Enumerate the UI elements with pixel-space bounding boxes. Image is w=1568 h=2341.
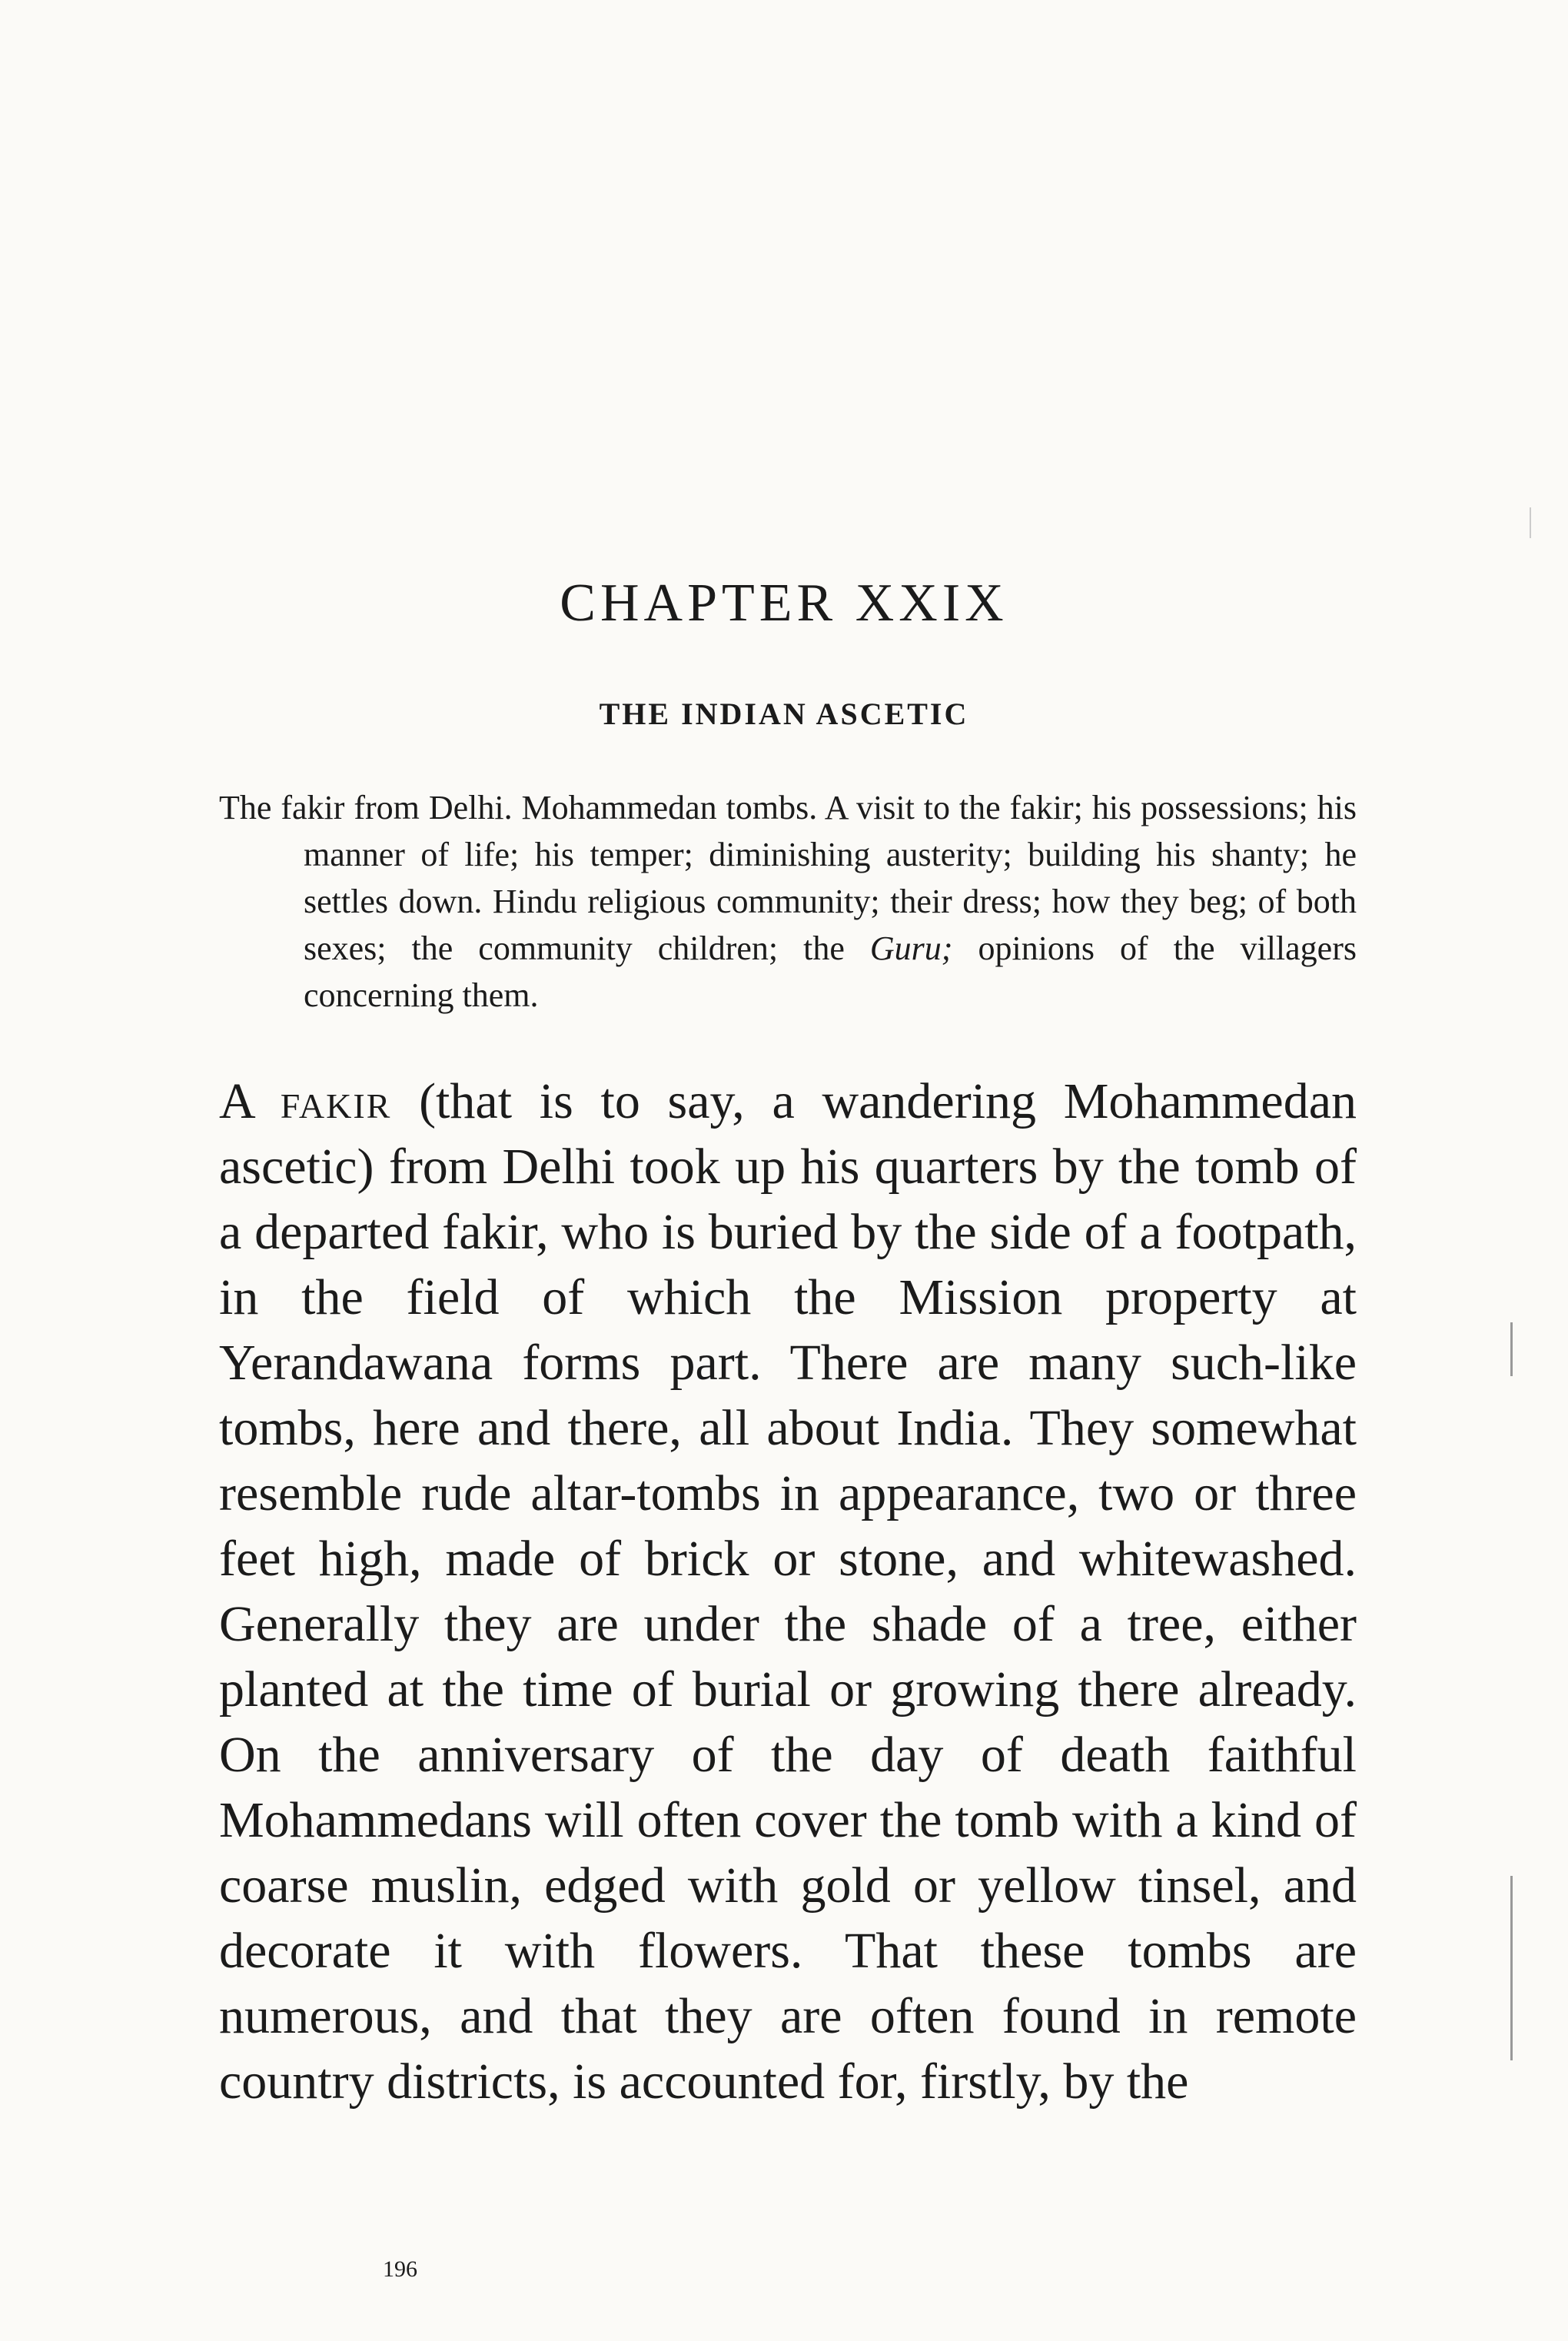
body-paragraph — [219, 1069, 1357, 2114]
chapter-title: CHAPTER XXIX — [560, 574, 1008, 633]
synopsis-text-part2: opinions of the villagers concerning them. — [304, 929, 1357, 1014]
synopsis-text-part1: The fakir from Delhi. Mohammedan tombs. A visit to the fakir; his possessions; his manner of life; his temper; diminishing austerity; building his shanty; he settles down. Hindu religious community; their dress; how they beg; of both sexes; the community children; the — [219, 789, 1357, 967]
page-number: 196 — [383, 2256, 417, 2282]
synopsis-italic-guru: Guru; — [869, 929, 953, 967]
margin-mark — [1510, 1322, 1513, 1376]
chapter-subtitle: THE INDIAN ASCETIC — [599, 697, 969, 731]
body-lead-small-caps: fakir — [280, 1073, 392, 1129]
chapter-synopsis — [219, 784, 1357, 1019]
margin-mark — [1510, 1876, 1513, 2060]
body-text: (that is to say, a wandering Mohammedan ascetic) from Delhi took up his quarters by the tomb of a departed fakir, who is buried by the side of a footpath, in the field of which the Mission property at Yerandawana forms part. There are many such-like tombs, here and there, all about India. They somewhat resemble rude altar-tombs in appearance, two or three feet high, made of brick or stone, and whitewashed. Generally they are under the shade of a tree, either planted at the time of burial or growing there already. On the anniversary of the day of death faithful Mohammedans will often cover the tomb with a kind of coarse muslin, edged with gold or yellow tinsel, and decorate it with flowers. That these tombs are numerous, and that they are often found in remote country districts, is accounted for, firstly, by the — [219, 1073, 1357, 2110]
body-lead-letter: A — [219, 1073, 281, 1129]
margin-mark — [1530, 507, 1531, 538]
